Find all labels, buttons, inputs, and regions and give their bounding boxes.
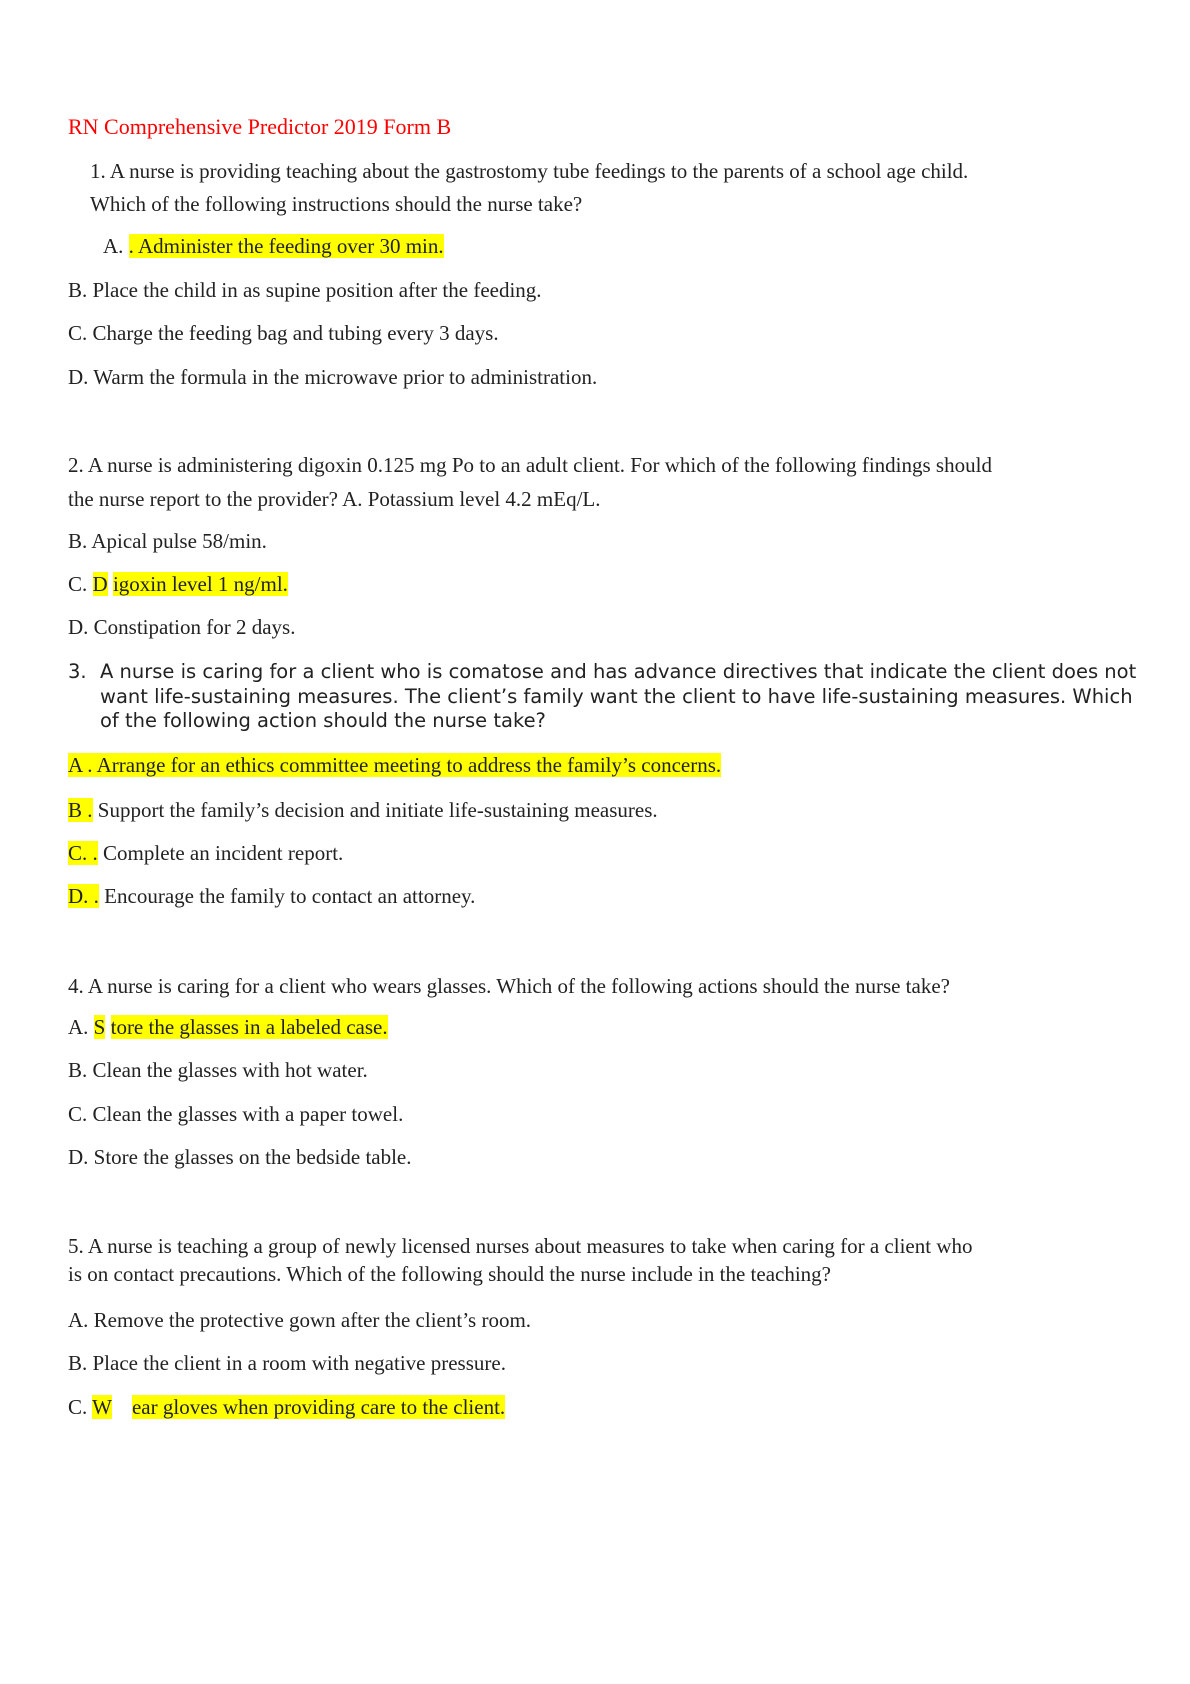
question-3-number: 3. — [68, 660, 87, 683]
question-3-stem-line-2: want life-sustaining measures. The client’s family want the client to have life-sustaining measures. Which — [100, 685, 1133, 708]
option-label: C. — [68, 572, 93, 596]
question-3-stem-line-1: A nurse is caring for a client who is comatose and has advance directives that indicate the client does not — [100, 660, 1137, 683]
highlighted-answer-part-1: S — [93, 1015, 106, 1039]
question-4-option-a — [68, 1015, 388, 1040]
question-2-stem-line-1: 2. A nurse is administering digoxin 0.125 mg Po to an adult client. For which of the following findings should — [68, 453, 992, 477]
question-2-option-b: B. Apical pulse 58/min. — [68, 529, 267, 553]
question-4-option-d: D. Store the glasses on the bedside table. — [68, 1145, 412, 1169]
question-3-option-b — [68, 798, 658, 823]
option-text: Support the family’s decision and initiate life-sustaining measures. — [92, 798, 658, 822]
question-5-option-a: A. Remove the protective gown after the client’s room. — [68, 1308, 532, 1332]
question-1-option-b: B. Place the child in as supine position after the feeding. — [68, 278, 542, 302]
question-1-option-a — [103, 234, 444, 259]
option-text: Complete an incident report. — [97, 841, 344, 865]
question-5-stem-line-2: is on contact precautions. Which of the following should the nurse include in the teaching? — [68, 1262, 831, 1286]
question-3-option-c — [68, 841, 343, 866]
highlighted-answer-part-1: W — [92, 1395, 112, 1419]
question-3-stem-line-3: of the following action should the nurse take? — [100, 709, 546, 732]
question-3-option-a — [68, 753, 721, 778]
question-1-stem-line-2: Which of the following instructions should the nurse take? — [90, 192, 583, 216]
option-text: Encourage the family to contact an attorney. — [98, 884, 476, 908]
option-label: A. — [103, 234, 129, 258]
highlighted-answer: . Administer the feeding over 30 min. — [128, 234, 444, 258]
highlighted-label: C. . — [68, 841, 98, 865]
document-title: RN Comprehensive Predictor 2019 Form B — [68, 114, 452, 139]
highlighted-answer-part-2: tore the glasses in a labeled case. — [110, 1015, 388, 1039]
question-3-option-d — [68, 884, 475, 909]
highlighted-answer-part-2: ear gloves when providing care to the client. — [131, 1395, 506, 1419]
question-4-option-b: B. Clean the glasses with hot water. — [68, 1058, 368, 1082]
option-label: A. — [68, 1015, 94, 1039]
question-4-stem-line-1: 4. A nurse is caring for a client who wears glasses. Which of the following actions should the nurse take? — [68, 974, 950, 998]
question-5-stem-line-1: 5. A nurse is teaching a group of newly licensed nurses about measures to take when caring for a client who — [68, 1234, 973, 1258]
highlighted-label: D. . — [68, 884, 99, 908]
question-1-option-c: C. Charge the feeding bag and tubing every 3 days. — [68, 321, 499, 345]
question-2-stem-line-2: the nurse report to the provider? A. Potassium level 4.2 mEq/L. — [68, 487, 601, 511]
question-5-option-b: B. Place the client in a room with negative pressure. — [68, 1351, 506, 1375]
question-5-option-c — [68, 1395, 505, 1420]
question-2-option-d: D. Constipation for 2 days. — [68, 615, 296, 639]
question-2-option-c — [68, 572, 288, 597]
highlighted-answer-part-1: D — [92, 572, 108, 596]
question-1-stem-line-1: 1. A nurse is providing teaching about the gastrostomy tube feedings to the parents of a school age child. — [90, 159, 969, 183]
question-1-option-d: D. Warm the formula in the microwave prior to administration. — [68, 365, 598, 389]
highlighted-answer: A . Arrange for an ethics committee meeting to address the family’s concerns. — [68, 753, 722, 777]
highlighted-answer-part-2: igoxin level 1 ng/ml. — [112, 572, 288, 596]
option-label: C. — [68, 1395, 93, 1419]
highlighted-label: B . — [68, 798, 93, 822]
question-4-option-c: C. Clean the glasses with a paper towel. — [68, 1102, 404, 1126]
